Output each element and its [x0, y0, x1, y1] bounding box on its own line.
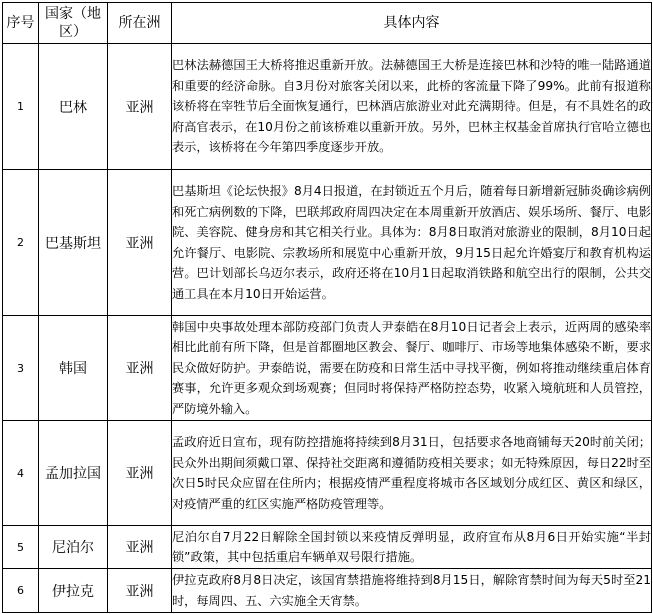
header-continent: 所在洲: [108, 3, 172, 44]
row-continent: 亚洲: [108, 316, 172, 421]
header-num: 序号: [3, 3, 39, 44]
table-row: [3, 316, 652, 421]
row-num: 4: [3, 421, 39, 526]
header-country: 国家（地区）: [39, 3, 108, 44]
row-content: 孟政府近日宣布，现有防控措施将持续到8月31日，包括要求各地商铺每天20时前关闭；民众外出期间须戴口罩、保持社交距离和遵循防疫相关要求；如无特殊原因，每日22时至次日5时民众应留在住所内；根据疫情严重程度将城市各区域划分成红区、黄区和绿区，对疫情严重的红区实施严格防疫管理等。: [172, 421, 652, 526]
row-country: 孟加拉国: [39, 421, 108, 526]
row-content: 韩国中央事故处理本部防疫部门负责人尹泰皓在8月10日记者会上表示，近两周的感染率相比此前有所下降，但是首都圈地区教会、餐厅、咖啡厅、市场等地集体感染不断，要求民众做好防护。尹泰皓说，需要在防疫和日常生活中寻找平衡，例如将推动继续重启体育赛事，允许更多观众到场观赛；但同时将保持严格防控态势，收紧入境航班和人员管控，严防境外输入。: [172, 316, 652, 421]
table-row: [3, 421, 652, 526]
row-content: 伊拉克政府8月8日决定，该国宵禁措施将维持到8月15日，解除宵禁时间为每天5时至21时，每周四、五、六实施全天宵禁。: [172, 569, 652, 613]
table-row: [3, 170, 652, 316]
row-continent: 亚洲: [108, 526, 172, 569]
header-row: [3, 3, 652, 44]
table-row: [3, 44, 652, 170]
row-num: 6: [3, 569, 39, 613]
row-num: 1: [3, 44, 39, 170]
table-row: [3, 526, 652, 569]
row-country: 伊拉克: [39, 569, 108, 613]
row-num: 5: [3, 526, 39, 569]
policy-table: [2, 2, 652, 613]
row-country: 尼泊尔: [39, 526, 108, 569]
row-continent: 亚洲: [108, 44, 172, 170]
row-content: 巴基斯坦《论坛快报》8月4日报道，在封锁近五个月后，随着每日新增新冠肺炎确诊病例和死亡病例数的下降，巴联邦政府周四决定在本周重新开放酒店、娱乐场所、餐厅、电影院、美容院、健身房和其它相关行业。具体为：8月8日取消对旅游业的限制，8月10日起允许餐厅、电影院、宗教场所和展览中心重新开放，9月15日起允许婚宴厅和教育机构运营。巴计划部长乌迈尔表示，政府还将在10月1日起取消铁路和航空出行的限制，公共交通工具在本月10日开始运营。: [172, 170, 652, 316]
row-num: 2: [3, 170, 39, 316]
row-continent: 亚洲: [108, 421, 172, 526]
header-content: 具体内容: [172, 3, 652, 44]
row-continent: 亚洲: [108, 569, 172, 613]
row-num: 3: [3, 316, 39, 421]
row-content: 尼泊尔自7月22日解除全国封锁以来疫情反弹明显，政府宣布从8月6日开始实施“半封锁”政策，其中包括重启车辆单双号限行措施。: [172, 526, 652, 569]
row-continent: 亚洲: [108, 170, 172, 316]
row-content: 巴林法赫德国王大桥将推迟重新开放。法赫德国王大桥是连接巴林和沙特的唯一陆路通道和重要的经济命脉。自3月份对旅客关闭以来，此桥的客流量下降了99%。此前有报道称该桥将在宰牲节后全面恢复通行，巴林酒店旅游业对此充满期待。但是，有不具姓名的政府高官表示，在10月份之前该桥难以重新开放。另外，巴林主权基金首席执行官哈立德也表示，该桥将在今年第四季度逐步开放。: [172, 44, 652, 170]
row-country: 巴基斯坦: [39, 170, 108, 316]
row-country: 韩国: [39, 316, 108, 421]
table-row: [3, 569, 652, 613]
row-country: 巴林: [39, 44, 108, 170]
